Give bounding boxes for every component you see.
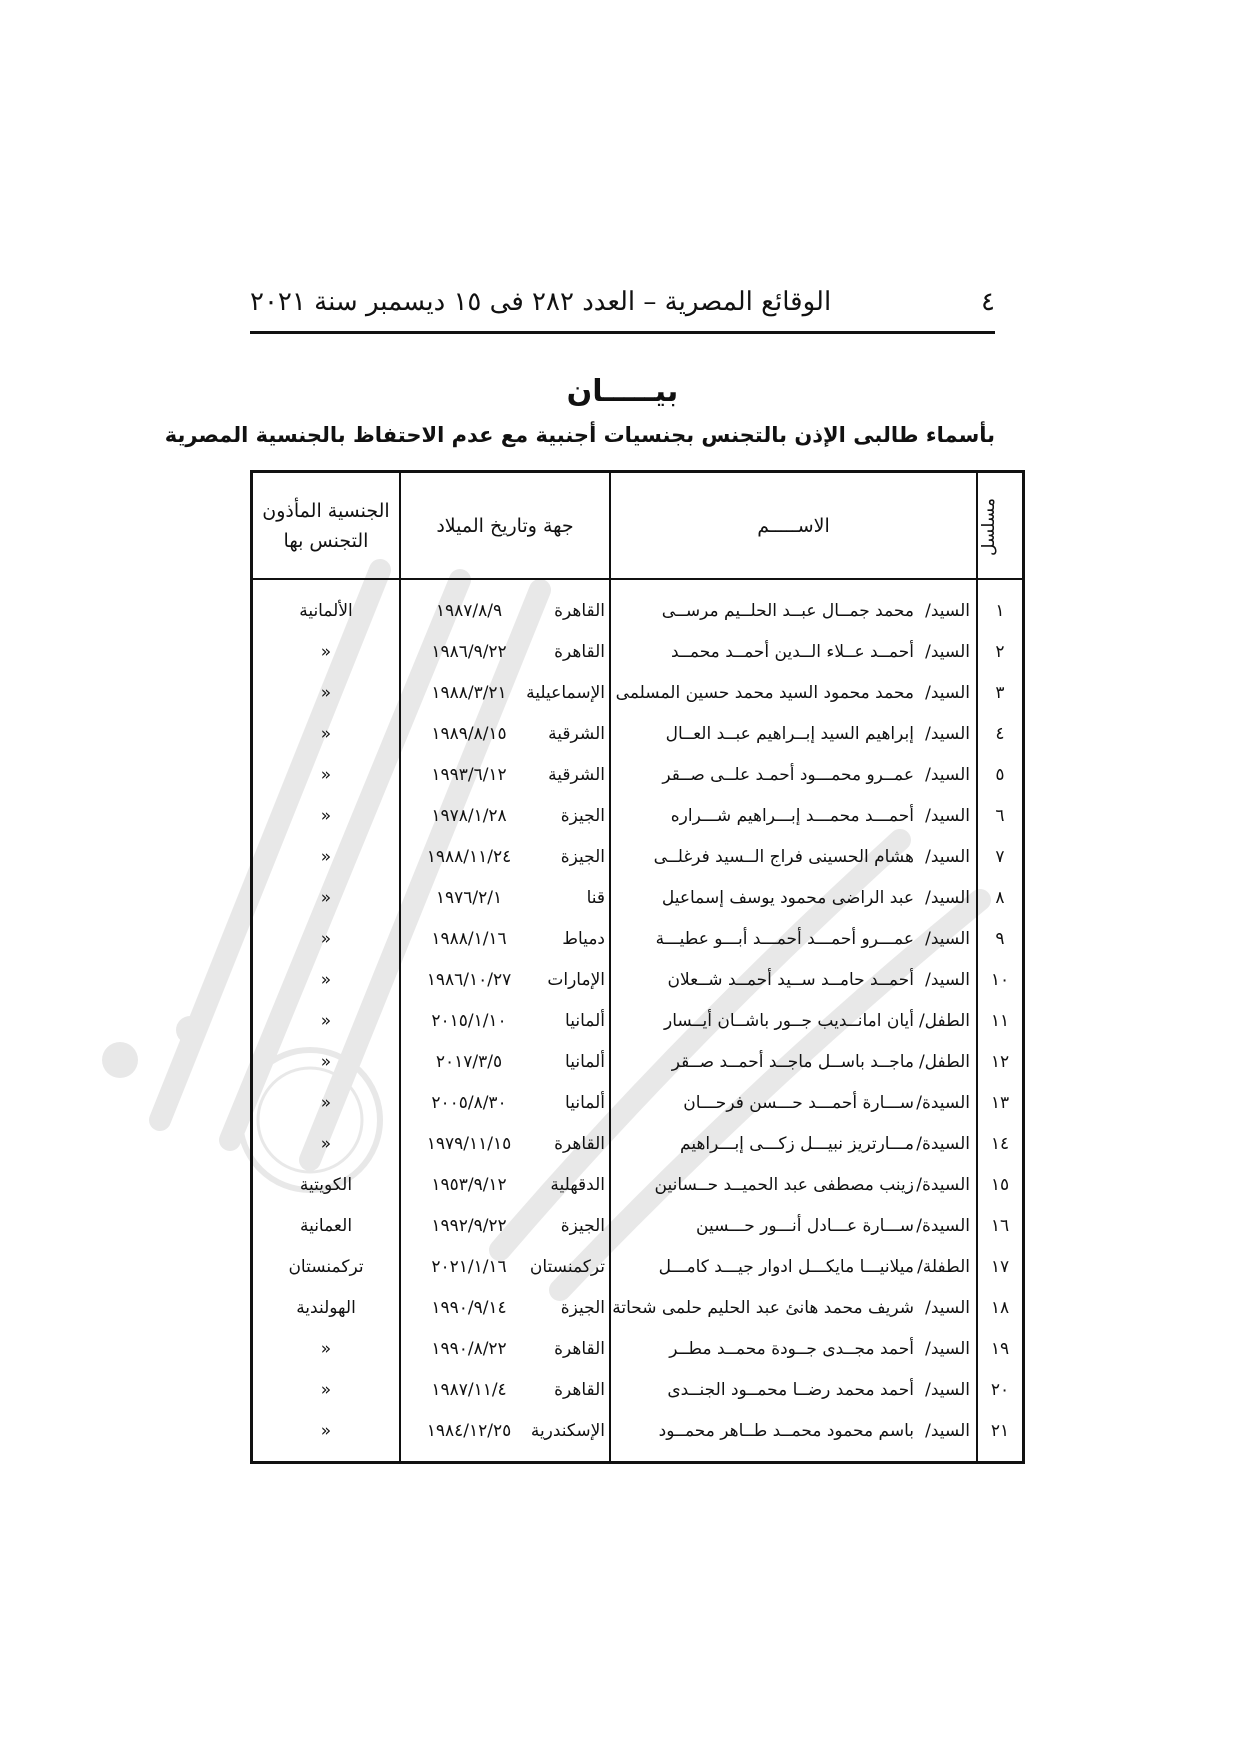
birth-date: ١٩٨٤/١٢/٢٥	[426, 1420, 512, 1441]
name-text: ســـارة عـــادل أنـــور حـــسين	[696, 1215, 914, 1236]
header-rule	[250, 331, 995, 334]
birth-date: ١٩٧٩/١١/١٥	[426, 1133, 512, 1154]
cell-nationality: «	[252, 1369, 401, 1410]
cell-serial: ٢٠	[977, 1369, 1024, 1410]
cell-nationality: «	[252, 836, 401, 877]
birth-place: قنا	[586, 887, 605, 908]
birth-place: ألمانيا	[565, 1051, 605, 1072]
cell-name	[610, 1328, 977, 1369]
birth-date: ١٩٨٦/١٠/٢٧	[426, 969, 512, 990]
name-title: الطفل/	[918, 1051, 970, 1072]
name-text: عمــرو محمـــود أحمـد علــى صــقر	[662, 764, 914, 785]
cell-name	[610, 631, 977, 672]
table-row	[252, 1123, 1024, 1164]
cell-nationality: الكويتية	[252, 1164, 401, 1205]
name-text: شريف محمد هانئ عبد الحليم حلمى شحاتة	[612, 1297, 914, 1318]
cell-place-date	[400, 579, 610, 631]
cell-place-date	[400, 631, 610, 672]
birth-date: ٢٠٠٥/٨/٣٠	[431, 1092, 507, 1113]
cell-nationality: «	[252, 1082, 401, 1123]
cell-name	[610, 713, 977, 754]
document-subtitle: بأسماء طالبى الإذن بالتجنس بجنسيات أجنبية مع عدم الاحتفاظ بالجنسية المصرية	[164, 423, 995, 447]
name-title: السيد/	[925, 682, 970, 703]
cell-name	[610, 754, 977, 795]
name-text: عمـــرو أحمـــد أحمـــد أبـــو عطيـــة	[655, 928, 914, 949]
cell-name	[610, 836, 977, 877]
name-title: السيد/	[925, 1338, 970, 1359]
table-row	[252, 672, 1024, 713]
cell-name	[610, 1287, 977, 1328]
birth-place: الإسماعيلية	[526, 682, 605, 703]
cell-serial: ٨	[977, 877, 1024, 918]
birth-date: ١٩٥٣/٩/١٢	[431, 1174, 507, 1195]
cell-name	[610, 795, 977, 836]
cell-serial: ١٩	[977, 1328, 1024, 1369]
header-serial: مسلسل	[977, 472, 1024, 580]
cell-serial: ١٧	[977, 1246, 1024, 1287]
birth-place: الشرقية	[548, 723, 605, 744]
cell-nationality: «	[252, 959, 401, 1000]
cell-nationality: «	[252, 631, 401, 672]
cell-place-date	[400, 1000, 610, 1041]
header-nationality	[252, 472, 401, 580]
cell-place-date	[400, 877, 610, 918]
birth-place: ألمانيا	[565, 1010, 605, 1031]
name-text: باسم محمود محمــد طــاهر محمــود	[658, 1420, 914, 1441]
cell-nationality: «	[252, 1123, 401, 1164]
table-row	[252, 1287, 1024, 1328]
birth-place: دمياط	[562, 928, 605, 949]
cell-place-date	[400, 1164, 610, 1205]
cell-name	[610, 672, 977, 713]
name-title: الطفلة/	[917, 1256, 970, 1277]
birth-date: ١٩٨٦/٩/٢٢	[431, 641, 507, 662]
table-row	[252, 959, 1024, 1000]
cell-nationality: «	[252, 795, 401, 836]
cell-serial: ١٣	[977, 1082, 1024, 1123]
cell-nationality: «	[252, 918, 401, 959]
birth-date: ١٩٧٦/٢/١	[435, 887, 503, 908]
name-title: السيدة/	[916, 1174, 970, 1195]
birth-place: الإسكندرية	[530, 1420, 605, 1441]
cell-nationality: تركمنستان	[252, 1246, 401, 1287]
table-row	[252, 836, 1024, 877]
name-title: السيد/	[925, 846, 970, 867]
table-row	[252, 1164, 1024, 1205]
document-title: بيـــــان	[566, 374, 679, 409]
cell-serial: ٤	[977, 713, 1024, 754]
cell-serial: ١١	[977, 1000, 1024, 1041]
cell-serial: ١٦	[977, 1205, 1024, 1246]
cell-serial: ١٨	[977, 1287, 1024, 1328]
name-text: مـــارتريز نبيـــل زكـــى إبـــراهيم	[680, 1133, 914, 1154]
table-row	[252, 877, 1024, 918]
name-title: السيدة/	[916, 1092, 970, 1113]
birth-place: الجيزة	[560, 846, 605, 867]
header-nationality-line2: التجنس بها	[283, 529, 369, 552]
table-row	[252, 1246, 1024, 1287]
applicants-table	[250, 470, 1025, 1464]
birth-date: ١٩٩٠/٩/١٤	[431, 1297, 507, 1318]
birth-date: ١٩٧٨/١/٢٨	[431, 805, 507, 826]
cell-place-date	[400, 1369, 610, 1410]
table-row	[252, 1369, 1024, 1410]
cell-name	[610, 1123, 977, 1164]
cell-serial: ١٢	[977, 1041, 1024, 1082]
cell-serial: ٢	[977, 631, 1024, 672]
birth-place: القاهرة	[554, 641, 605, 662]
name-title: الطفل/	[918, 1010, 970, 1031]
cell-place-date	[400, 959, 610, 1000]
name-title: السيدة/	[916, 1133, 970, 1154]
cell-serial: ١	[977, 579, 1024, 631]
name-title: السيد/	[925, 600, 970, 621]
table-row	[252, 1410, 1024, 1463]
name-title: السيد/	[925, 1420, 970, 1441]
cell-serial: ١٥	[977, 1164, 1024, 1205]
cell-place-date	[400, 754, 610, 795]
table-row	[252, 713, 1024, 754]
name-text: أحمــد عــلاء الــدين أحمــد محمــد	[671, 641, 914, 662]
cell-serial: ١٠	[977, 959, 1024, 1000]
cell-name	[610, 1205, 977, 1246]
name-text: أحمــد حامــد ســيد أحمــد شــعلان	[667, 969, 914, 990]
cell-serial: ٦	[977, 795, 1024, 836]
birth-place: ألمانيا	[565, 1092, 605, 1113]
table-row	[252, 795, 1024, 836]
name-text: ماجــد باســل ماجــد أحمــد صــقر	[671, 1051, 914, 1072]
name-text: أحمد مجــدى جــودة محمــد مطــر	[669, 1338, 914, 1359]
birth-date: ١٩٨٨/١١/٢٤	[426, 846, 512, 867]
birth-place: الجيزة	[560, 1297, 605, 1318]
birth-date: ١٩٩٣/٦/١٢	[431, 764, 507, 785]
birth-place: القاهرة	[554, 1338, 605, 1359]
cell-place-date	[400, 672, 610, 713]
birth-date: ١٩٩٢/٩/٢٢	[431, 1215, 507, 1236]
cell-nationality: «	[252, 1041, 401, 1082]
header-place-date: جهة وتاريخ الميلاد	[400, 472, 610, 580]
birth-date: ١٩٨٨/٣/٢١	[431, 682, 507, 703]
birth-place: الإمارات	[547, 969, 605, 990]
cell-place-date	[400, 795, 610, 836]
table-row	[252, 1082, 1024, 1123]
name-text: هشام الحسينى فراج الــسيد فرغلــى	[653, 846, 914, 867]
birth-place: الشرقية	[548, 764, 605, 785]
name-title: السيد/	[925, 641, 970, 662]
cell-place-date	[400, 1082, 610, 1123]
cell-nationality: «	[252, 713, 401, 754]
cell-nationality: الألمانية	[252, 579, 401, 631]
cell-nationality: العمانية	[252, 1205, 401, 1246]
birth-date: ١٩٨٧/١١/٤	[431, 1379, 507, 1400]
birth-place: الدقهلية	[550, 1174, 605, 1195]
cell-nationality: «	[252, 1000, 401, 1041]
cell-name	[610, 959, 977, 1000]
gazette-line: الوقائع المصرية – العدد ٢٨٢ فى ١٥ ديسمبر سنة ٢٠٢١	[250, 287, 832, 317]
name-text: أحمـــد محمـــد إبـــراهيم شـــراره	[670, 805, 914, 826]
cell-name	[610, 918, 977, 959]
cell-serial: ١٤	[977, 1123, 1024, 1164]
table-row	[252, 1328, 1024, 1369]
table-row	[252, 631, 1024, 672]
cell-name	[610, 1164, 977, 1205]
table-header-row	[252, 472, 1024, 580]
table-row	[252, 579, 1024, 631]
cell-nationality: «	[252, 1410, 401, 1463]
birth-date: ٢٠١٥/١/١٠	[431, 1010, 507, 1031]
name-title: السيدة/	[916, 1215, 970, 1236]
cell-place-date	[400, 836, 610, 877]
name-title: السيد/	[925, 1297, 970, 1318]
name-title: السيد/	[925, 928, 970, 949]
cell-nationality: «	[252, 672, 401, 713]
name-title: السيد/	[925, 764, 970, 785]
name-title: السيد/	[925, 1379, 970, 1400]
table-row	[252, 1000, 1024, 1041]
name-text: إبراهيم السيد إبــراهيم عبــد العــال	[665, 723, 914, 744]
name-text: ميلانيـــا مايكـــل ادوار جيـــد كامـــل	[658, 1256, 914, 1277]
table-row	[252, 1205, 1024, 1246]
name-text: ســـارة أحمـــد حـــسن فرحـــان	[683, 1092, 914, 1113]
page-number: ٤	[981, 287, 995, 317]
cell-nationality: «	[252, 1328, 401, 1369]
birth-place: القاهرة	[554, 1379, 605, 1400]
name-text: محمد محمود السيد محمد حسين المسلمى	[615, 682, 914, 703]
name-text: عبد الراضى محمود يوسف إسماعيل	[661, 887, 914, 908]
cell-nationality: «	[252, 754, 401, 795]
cell-name	[610, 1041, 977, 1082]
name-title: السيد/	[925, 969, 970, 990]
cell-name	[610, 1246, 977, 1287]
table-row	[252, 918, 1024, 959]
cell-place-date	[400, 1328, 610, 1369]
birth-date: ١٩٨٩/٨/١٥	[431, 723, 507, 744]
header-name: الاســـــم	[610, 472, 977, 580]
cell-name	[610, 1000, 977, 1041]
name-title: السيد/	[925, 805, 970, 826]
cell-serial: ٢١	[977, 1410, 1024, 1463]
cell-place-date	[400, 1246, 610, 1287]
cell-name	[610, 579, 977, 631]
birth-date: ١٩٨٨/١/١٦	[431, 928, 507, 949]
cell-place-date	[400, 1287, 610, 1328]
header-nationality-line1: الجنسية المأذون	[262, 499, 390, 522]
birth-date: ٢٠٢١/١/١٦	[431, 1256, 507, 1277]
birth-date: ٢٠١٧/٣/٥	[435, 1051, 503, 1072]
cell-place-date	[400, 1123, 610, 1164]
birth-date: ١٩٨٧/٨/٩	[435, 600, 503, 621]
cell-nationality: الهولندية	[252, 1287, 401, 1328]
cell-place-date	[400, 918, 610, 959]
cell-place-date	[400, 713, 610, 754]
cell-place-date	[400, 1410, 610, 1463]
cell-place-date	[400, 1041, 610, 1082]
birth-place: القاهرة	[554, 600, 605, 621]
cell-name	[610, 1369, 977, 1410]
name-text: أيان امانــديب جــور باشــان أيــسار	[664, 1010, 914, 1031]
birth-place: تركمنستان	[529, 1256, 605, 1277]
birth-date: ١٩٩٠/٨/٢٢	[431, 1338, 507, 1359]
page-header	[250, 282, 995, 322]
cell-serial: ٥	[977, 754, 1024, 795]
cell-name	[610, 1410, 977, 1463]
birth-place: الجيزة	[560, 805, 605, 826]
cell-serial: ٩	[977, 918, 1024, 959]
cell-place-date	[400, 1205, 610, 1246]
name-title: السيد/	[925, 723, 970, 744]
cell-serial: ٧	[977, 836, 1024, 877]
cell-nationality: «	[252, 877, 401, 918]
cell-name	[610, 1082, 977, 1123]
name-text: أحمد محمد رضــا محمــود الجنــدى	[667, 1379, 914, 1400]
table-row	[252, 1041, 1024, 1082]
name-title: السيد/	[925, 887, 970, 908]
cell-serial: ٣	[977, 672, 1024, 713]
name-text: محمد جمــال عبــد الحلــيم مرســى	[661, 600, 914, 621]
birth-place: القاهرة	[554, 1133, 605, 1154]
cell-name	[610, 877, 977, 918]
table-row	[252, 754, 1024, 795]
birth-place: الجيزة	[560, 1215, 605, 1236]
name-text: زينب مصطفى عبد الحميــد حــسانين	[654, 1174, 914, 1195]
